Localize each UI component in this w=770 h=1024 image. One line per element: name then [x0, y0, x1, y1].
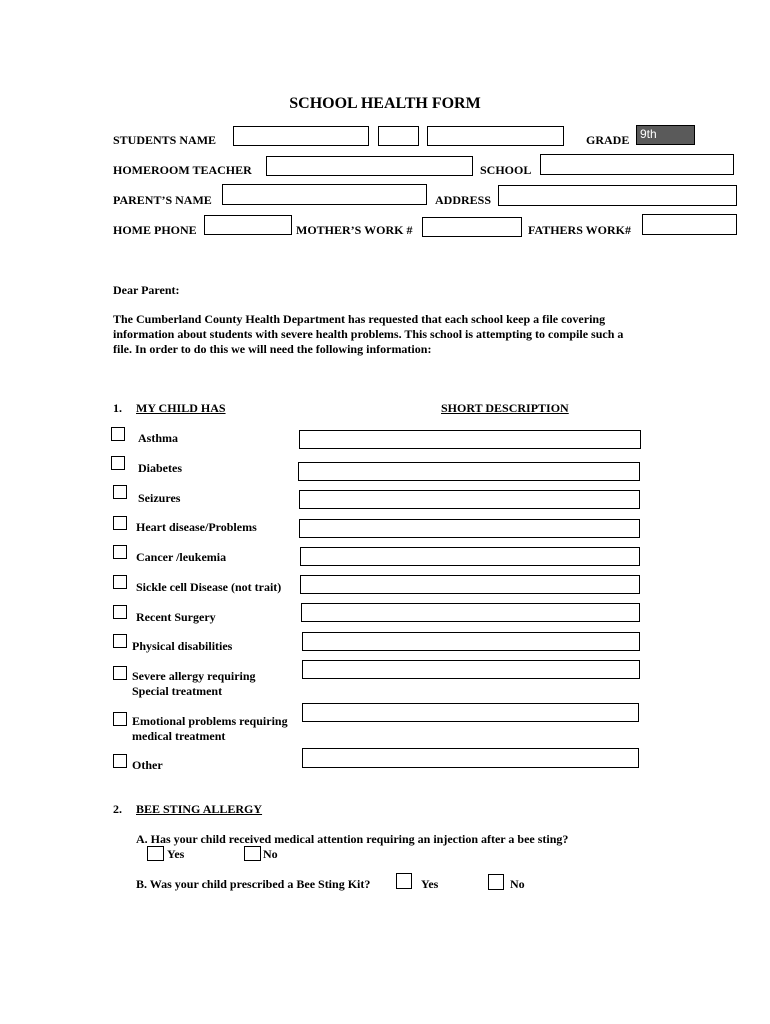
student-first-name-input[interactable]	[233, 126, 369, 146]
letter-line-2: information about students with severe health problems. This school is attempting to compile such a	[113, 327, 624, 341]
heart-disease-checkbox[interactable]	[113, 516, 127, 530]
fathers-work-input[interactable]	[642, 214, 737, 235]
question-a: A. Has your child received medical attention requiring an injection after a bee sting?	[136, 832, 569, 846]
condition-label-line2: Special treatment	[132, 684, 223, 698]
condition-label: Diabetes	[138, 461, 182, 475]
condition-label: Asthma	[138, 431, 179, 445]
fathers-work-label: FATHERS WORK#	[528, 223, 632, 237]
emotional-problems-checkbox[interactable]	[113, 712, 127, 726]
condition-label: Cancer /leukemia	[136, 550, 227, 564]
section2-number: 2.	[113, 802, 122, 816]
condition-label: Other	[132, 758, 163, 772]
question-b-yes-label: Yes	[421, 877, 439, 891]
mothers-work-label: MOTHER’S WORK #	[296, 223, 413, 237]
physical-disabilities-description-input[interactable]	[302, 632, 640, 651]
sickle-cell-description-input[interactable]	[300, 575, 640, 594]
condition-label: Recent Surgery	[136, 610, 216, 624]
seizures-description-input[interactable]	[299, 490, 640, 509]
other-description-input[interactable]	[302, 748, 639, 768]
seizures-checkbox[interactable]	[113, 485, 127, 499]
student-last-name-input[interactable]	[427, 126, 564, 146]
question-b-no-label: No	[510, 877, 525, 891]
condition-label: Sickle cell Disease (not trait)	[136, 580, 282, 594]
recent-surgery-description-input[interactable]	[301, 603, 640, 622]
mothers-work-input[interactable]	[422, 217, 522, 237]
sickle-cell-checkbox[interactable]	[113, 575, 127, 589]
homeroom-teacher-label: HOMEROOM TEACHER	[113, 163, 252, 177]
condition-label: Physical disabilities	[132, 639, 233, 653]
question-b-yes-checkbox[interactable]	[396, 873, 412, 889]
condition-label: Emotional problems requiring	[132, 714, 288, 728]
home-phone-input[interactable]	[204, 215, 292, 235]
student-middle-initial-input[interactable]	[378, 126, 419, 146]
question-b-no-checkbox[interactable]	[488, 874, 504, 890]
question-a-yes-label: Yes	[167, 847, 185, 861]
cancer-description-input[interactable]	[300, 547, 640, 566]
other-checkbox[interactable]	[113, 754, 127, 768]
diabetes-checkbox[interactable]	[111, 456, 125, 470]
parents-name-label: PARENT’S NAME	[113, 193, 212, 207]
question-a-no-label: No	[263, 847, 278, 861]
recent-surgery-checkbox[interactable]	[113, 605, 127, 619]
condition-label-line2: medical treatment	[132, 729, 226, 743]
physical-disabilities-checkbox[interactable]	[113, 634, 127, 648]
letter-line-3: file. In order to do this we will need the following information:	[113, 342, 432, 356]
severe-allergy-checkbox[interactable]	[113, 666, 127, 680]
address-label: ADDRESS	[435, 193, 492, 207]
question-b: B. Was your child prescribed a Bee Sting Kit?	[136, 877, 371, 891]
grade-label: GRADE	[586, 133, 630, 147]
school-label: SCHOOL	[480, 163, 532, 177]
emotional-problems-description-input[interactable]	[302, 703, 639, 722]
asthma-description-input[interactable]	[299, 430, 641, 449]
school-input[interactable]	[540, 154, 734, 175]
asthma-checkbox[interactable]	[111, 427, 125, 441]
heart-disease-description-input[interactable]	[299, 519, 640, 538]
students-name-label: STUDENTS NAME	[113, 133, 217, 147]
question-a-no-checkbox[interactable]	[244, 846, 261, 861]
cancer-checkbox[interactable]	[113, 545, 127, 559]
short-description-heading: SHORT DESCRIPTION	[441, 401, 569, 415]
diabetes-description-input[interactable]	[298, 462, 640, 481]
home-phone-label: HOME PHONE	[113, 223, 197, 237]
grade-input[interactable]: 9th	[636, 125, 695, 145]
letter-line-1: The Cumberland County Health Department has requested that each school keep a file covering	[113, 312, 606, 326]
greeting: Dear Parent:	[113, 283, 180, 297]
condition-label: Severe allergy requiring	[132, 669, 256, 683]
question-a-yes-checkbox[interactable]	[147, 846, 164, 861]
section1-number: 1.	[113, 401, 122, 415]
section2-heading: BEE STING ALLERGY	[136, 802, 263, 816]
section1-heading: MY CHILD HAS	[136, 401, 226, 415]
condition-label: Seizures	[138, 491, 181, 505]
severe-allergy-description-input[interactable]	[302, 660, 640, 679]
condition-label: Heart disease/Problems	[136, 520, 257, 534]
homeroom-teacher-input[interactable]	[266, 156, 473, 176]
address-input[interactable]	[498, 185, 737, 206]
form-title: SCHOOL HEALTH FORM	[289, 95, 481, 112]
parents-name-input[interactable]	[222, 184, 427, 205]
